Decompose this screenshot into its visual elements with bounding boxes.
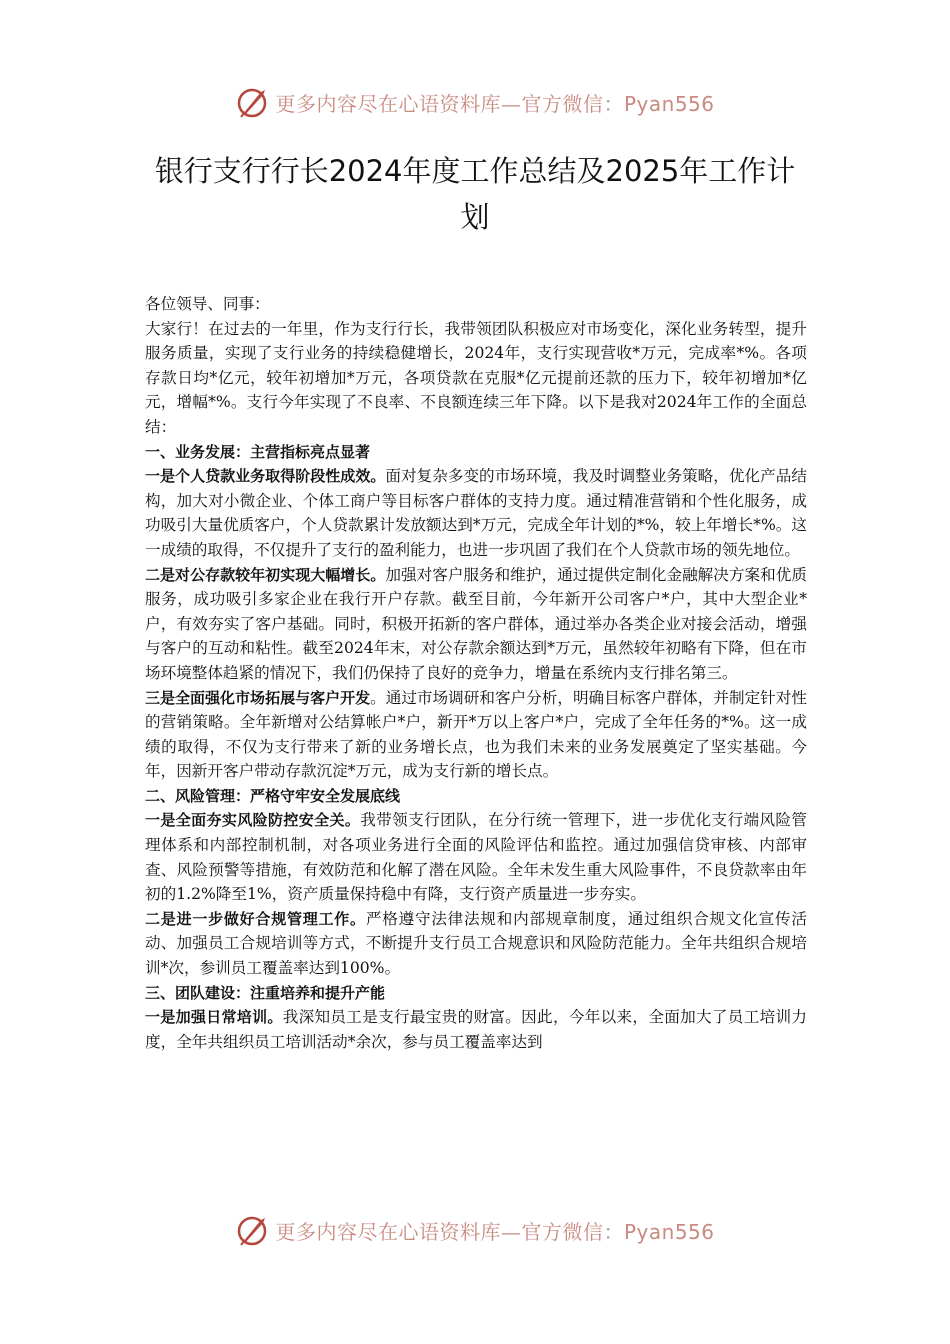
paragraph [145,907,807,981]
watermark-text: 更多内容尽在心语资料库—官方微信：Pyan556 [275,1219,715,1244]
quill-pen-logo-icon [235,1212,271,1248]
quill-pen-logo-icon [235,84,271,120]
paragraph-lead: 三是全面强化市场拓展与客户开发 [145,688,371,707]
paragraph-lead: 二是进一步做好合规管理工作。 [145,909,366,928]
wechat-id: Pyan556 [623,1219,715,1244]
paragraph [145,464,807,562]
paragraph [145,1005,807,1054]
paragraph [145,686,807,784]
paragraph-text: 面对复杂多变的市场环境，我及时调整业务策略，优化产品结构，加大对小微企业、个体工商户等目标客户群体的支持力度。通过精准营销和个性化服务，成功吸引大量优质客户，个人贷款累计发放额达到*万元，完成全年计划的*%，较上年增长*%。这一成绩的取得，不仅提升了支行的盈利能力，也进一步巩固了我们在个人贷款市场的领先地位。 [145,467,807,559]
page-title: 银行支行行长2024年度工作总结及2025年工作计划 [154,154,796,234]
paragraph-text: 。通过市场调研和客户分析，明确目标客户群体，并制定针对性的营销策略。全年新增对公结算帐户*户，新开*万以上客户*户，完成了全年任务的*%。这一成绩的取得，不仅为支行带来了新的业务增长点，也为我们未来的业务发展奠定了坚实基础。今年，因新开客户带动存款沉淀*万元，成为支行新的增长点。 [145,688,807,781]
paragraph [145,808,807,906]
paragraph-lead: 一是个人贷款业务取得阶段性成效。 [145,467,386,486]
intro-paragraph: 大家行！在过去的一年里，作为支行行长，我带领团队积极应对市场变化，深化业务转型，提升服务质量，实现了支行业务的持续稳健增长，2024年，支行实现营收*万元，完成率*%。各项存款日均*亿元，较年初增加*万元，各项贷款在克服*亿元提前还款的压力下，较年初增加*亿元，增幅*%。支行今年实现了不良率、不良额连续三年下降。以下是我对2024年工作的全面总结： [145,319,807,436]
paragraph-text: 严格遵守法律法规和内部规章制度，通过组织合规文化宣传活动、加强员工合规培训等方式，不断提升支行员工合规意识和风险防范能力。全年共组织合规培训*次，参训员工覆盖率达到100%。 [145,909,807,978]
watermark-banner-bottom [0,1210,950,1250]
watermark-banner-top [0,82,950,122]
watermark-text: 更多内容尽在心语资料库—官方微信：Pyan556 [275,91,715,116]
wechat-id: Pyan556 [623,91,715,116]
paragraph-lead: 一是全面夯实风险防控安全关。 [145,811,361,830]
section-heading: 一、业务发展：主营指标亮点显著 [145,442,371,461]
document-body [145,292,807,1054]
section-heading: 三、团队建设：注重培养和提升产能 [145,983,386,1002]
paragraph-text: 我带领支行团队，在分行统一管理下，进一步优化支行端风险管理体系和内部控制机制，对各项业务进行全面的风险评估和监控。通过加强信贷审核、内部审查、风险预警等措施，有效防范和化解了潜在风险。全年未发生重大风险事件，不良贷款率由年初的1.2%降至1%，资产质量保持稳中有降，支行资产质量进一步夯实。 [145,811,807,904]
paragraph-lead: 二是对公存款较年初实现大幅增长。 [145,565,386,584]
section-heading: 二、风险管理：严格守牢安全发展底线 [145,786,401,805]
paragraph-text: 我深知员工是支行最宝贵的财富。因此，今年以来，全面加大了员工培训力度，全年共组织员工培训活动*余次，参与员工覆盖率达到 [145,1008,807,1051]
paragraph [145,563,807,686]
greeting: 各位领导、同事： [145,295,270,313]
paragraph-text: 加强对客户服务和维护，通过提供定制化金融解决方案和优质服务，成功吸引多家企业在我行开户存款。截至目前，今年新开公司客户*户，其中大型企业*户，有效夯实了客户基础。同时，积极开拓新的客户群体，通过举办各类企业对接会活动，增强与客户的互动和粘性。截至2024年末，对公存款余额达到*万元，虽然较年初略有下降，但在市场环境整体趋紧的情况下，我们仍保持了良好的竞争力，增量在系统内支行排名第三。 [145,565,807,682]
paragraph-lead: 一是加强日常培训。 [145,1008,283,1027]
